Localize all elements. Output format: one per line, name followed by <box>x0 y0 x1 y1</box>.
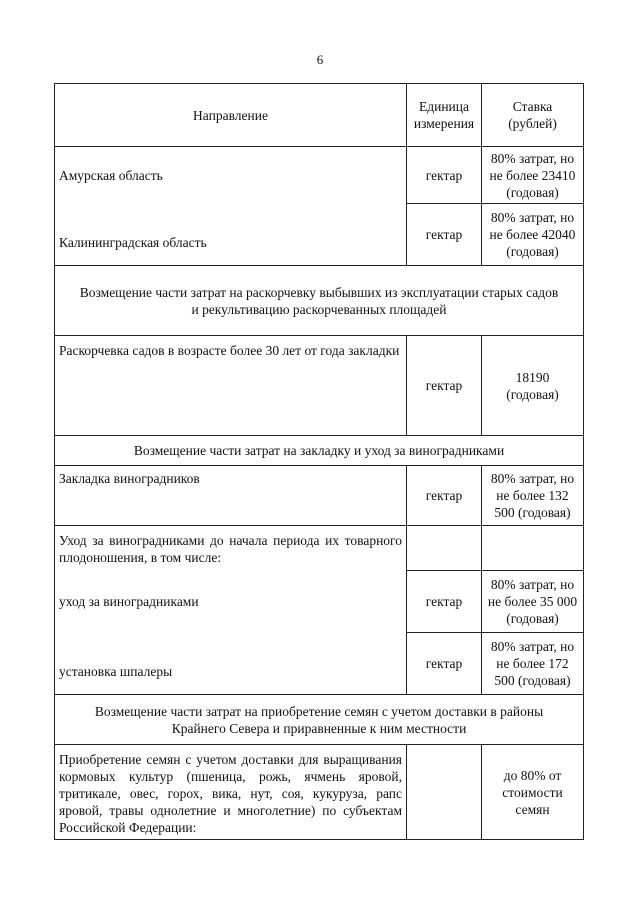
table-row <box>55 633 584 695</box>
section-line: Крайнего Севера и приравненные к ним местности <box>171 720 467 736</box>
table-row <box>55 336 584 436</box>
section-row <box>55 695 584 745</box>
rate-line: (годовая) <box>506 244 559 259</box>
row-seeds-name: Приобретение семян с учетом доставки для выращивания кормовых культур (пшеница, рожь, ячмень яровой, тритикале, овес, горох, вика, нут, соя, кукуруза, рапс яровой, травы однолетние и многолетние) по субъектам Российской Федерации: <box>55 745 407 840</box>
section-row <box>55 266 584 336</box>
row-amur-name: Амурская область <box>55 147 407 204</box>
row-kaliningrad-rate <box>482 204 584 266</box>
header-unit-line1: Единица <box>418 99 469 114</box>
table-row <box>55 204 584 266</box>
rate-line: не более 132 <box>496 488 569 503</box>
rate-line: 500 (годовая) <box>494 673 571 688</box>
section-uprooting <box>55 266 584 336</box>
section-line: и рекультивацию раскорчеванных площадей <box>191 301 447 317</box>
table-header-row <box>55 84 584 147</box>
rate-line: 500 (годовая) <box>494 505 571 520</box>
section-seeds <box>55 695 584 745</box>
rate-line: не более 23410 <box>489 167 576 183</box>
table-row <box>55 745 584 840</box>
row-seeds-rate <box>482 745 584 840</box>
row-vine-care-name: уход за виноградниками <box>55 571 407 633</box>
rate-line: 80% затрат, но <box>490 150 575 166</box>
row-kaliningrad-name: Калининградская область <box>55 204 407 266</box>
row-trellis-name: установка шпалеры <box>55 633 407 695</box>
header-rate-line1: Ставка <box>512 99 553 114</box>
header-direction: Направление <box>55 84 407 147</box>
row-vine-care-rate <box>482 571 584 633</box>
row-vine-planting-unit: гектар <box>407 466 482 526</box>
section-line: Возмещение части затрат на приобретение семян с учетом доставки в районы <box>94 703 544 719</box>
header-unit <box>407 84 482 147</box>
rate-line: (годовая) <box>506 386 559 402</box>
table-row <box>55 571 584 633</box>
table-row <box>55 147 584 204</box>
rate-line: 80% затрат, но <box>490 577 575 592</box>
row-uprooting-rate <box>482 336 584 436</box>
section-line: Возмещение части затрат на раскорчевку выбывших из эксплуатации старых садов <box>79 284 559 300</box>
rate-line: не более 35 000 <box>487 594 578 609</box>
row-vine-planting-name: Закладка виноградников <box>55 466 407 526</box>
row-vine-planting-rate <box>482 466 584 526</box>
row-uprooting-unit: гектар <box>407 336 482 436</box>
table-row <box>55 526 584 571</box>
table-row <box>55 466 584 526</box>
row-vine-care-unit: гектар <box>407 571 482 633</box>
rates-table <box>54 83 584 840</box>
rate-line: не более 42040 <box>489 227 576 242</box>
row-vine-care-intro: Уход за виноградниками до начала периода их товарного плодоношения, в том числе: <box>55 526 407 571</box>
row-amur-unit: гектар <box>407 147 482 204</box>
rate-line: стоимости <box>502 784 563 800</box>
rate-line: 80% затрат, но <box>490 471 575 486</box>
section-vineyards: Возмещение части затрат на закладку и уход за виноградниками <box>55 436 584 466</box>
row-seeds-unit <box>407 745 482 840</box>
rate-line: (годовая) <box>506 611 559 626</box>
rate-line: до 80% от <box>503 767 562 783</box>
row-uprooting-name: Раскорчевка садов в возрасте более 30 лет от года закладки <box>55 336 407 436</box>
rate-line: 18190 <box>515 369 550 385</box>
header-rate <box>482 84 584 147</box>
rate-line: не более 172 <box>496 656 569 671</box>
row-trellis-rate <box>482 633 584 695</box>
row-kaliningrad-unit: гектар <box>407 204 482 266</box>
row-trellis-unit: гектар <box>407 633 482 695</box>
rate-line: 80% затрат, но <box>490 639 575 654</box>
page-number: 6 <box>316 52 324 67</box>
header-rate-line2: (рублей) <box>508 116 557 131</box>
rate-line: 80% затрат, но <box>490 210 575 225</box>
section-row <box>55 436 584 466</box>
empty-cell <box>482 526 584 571</box>
header-unit-line2: измерения <box>413 116 475 131</box>
rate-line: семян <box>515 801 550 817</box>
empty-cell <box>407 526 482 571</box>
row-amur-rate <box>482 147 584 204</box>
rate-line: (годовая) <box>506 184 559 200</box>
